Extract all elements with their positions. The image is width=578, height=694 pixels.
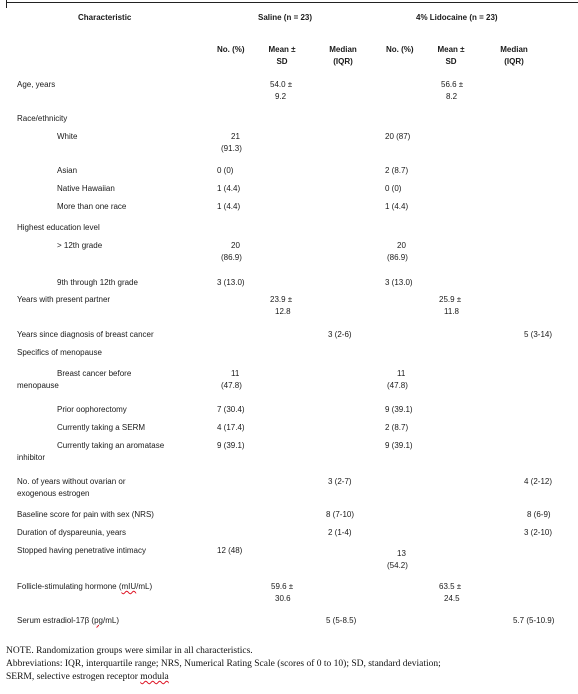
- cell-hawaiian-saline: 1 (4.4): [217, 184, 241, 193]
- row-label-stopped: Stopped having penetrative intimacy: [17, 546, 146, 555]
- row-label-diagnosis: Years since diagnosis of breast cancer: [17, 330, 154, 339]
- abbrev-cont-truncated: modula: [140, 672, 169, 682]
- cell-bcb-saline-no: 11: [231, 369, 240, 378]
- row-label-gt12: > 12th grade: [57, 241, 103, 250]
- cell-partner-saline-sd: 12.8: [275, 307, 291, 316]
- cell-partner-saline-mean: 23.9 ±: [270, 295, 293, 304]
- cell-estradiol-lido: 5.7 (5-10.9): [513, 616, 555, 625]
- row-label-menopause: Specifics of menopause: [17, 348, 102, 357]
- cell-dyspareunia-lido: 3 (2-10): [524, 528, 553, 537]
- cell-bcb-saline-pct: (47.8): [221, 381, 242, 390]
- cell-oophorectomy-saline: 7 (30.4): [217, 405, 245, 414]
- table-top-border: [6, 2, 578, 3]
- row-label-oophorectomy: Prior oophorectomy: [57, 405, 127, 414]
- cell-aromatase-saline: 9 (39.1): [217, 441, 245, 450]
- header-characteristic: Characteristic: [78, 13, 132, 22]
- fsh-label-pre: Follicle-stimulating hormone (: [17, 582, 122, 591]
- cell-asian-saline: 0 (0): [217, 166, 234, 175]
- row-label-partner: Years with present partner: [17, 295, 111, 304]
- cell-partner-lido-sd: 11.8: [444, 307, 459, 316]
- table-note: NOTE. Randomization groups were similar in all characteristics.: [6, 646, 253, 656]
- fsh-label-unit: mIU: [121, 582, 137, 591]
- row-label-serm: Currently taking a SERM: [57, 423, 146, 432]
- row-label-9-12: 9th through 12th grade: [57, 278, 138, 287]
- header-no-pct: No. (%): [217, 45, 245, 54]
- cell-stopped-lido-pct: (54.2): [387, 561, 408, 570]
- cell-fsh-lido-sd: 24.5: [444, 594, 460, 603]
- cell-gt12-saline-no: 20: [231, 241, 240, 250]
- cell-9-12-lido: 3 (13.0): [385, 278, 413, 287]
- cell-age-lido-mean: 56.6 ±: [441, 80, 464, 89]
- row-label-multirace: More than one race: [57, 202, 127, 211]
- cell-white-saline-no: 21: [231, 132, 240, 141]
- row-label-white: White: [57, 132, 78, 141]
- cell-white-lido: 20 (87): [385, 132, 411, 141]
- row-label-asian: Asian: [57, 166, 78, 175]
- cell-asian-lido: 2 (8.7): [385, 166, 409, 175]
- header-sd: SD: [276, 57, 288, 66]
- estradiol-label-pre: Serum estradiol-17β (: [17, 616, 95, 625]
- cell-gt12-lido-pct: (86.9): [387, 253, 408, 262]
- row-label-race: Race/ethnicity: [17, 114, 68, 123]
- header-median: Median: [329, 45, 357, 54]
- cell-age-saline-mean: 54.0 ±: [270, 80, 293, 89]
- estradiol-label-post: /mL): [102, 616, 119, 625]
- cell-oophorectomy-lido: 9 (39.1): [385, 405, 413, 414]
- cell-aromatase-lido: 9 (39.1): [385, 441, 413, 450]
- fsh-label-post: /mL): [136, 582, 153, 591]
- cell-stopped-saline: 12 (48): [217, 546, 243, 555]
- table-abbreviations-cont: [6, 671, 169, 684]
- header-lidocaine: 4% Lidocaine (n = 23): [416, 13, 498, 22]
- row-label-age: Age, years: [17, 80, 56, 89]
- cell-estradiol-saline: 5 (5-8.5): [326, 616, 357, 625]
- cell-noestrogen-saline: 3 (2-7): [328, 477, 352, 486]
- cell-diagnosis-saline: 3 (2-6): [328, 330, 352, 339]
- row-label-hawaiian: Native Hawaiian: [57, 184, 115, 193]
- header-saline: Saline (n = 23): [258, 13, 313, 22]
- row-label-aromatase-b: inhibitor: [17, 453, 46, 462]
- cell-serm-lido: 2 (8.7): [385, 423, 409, 432]
- row-label-noestrogen-a: No. of years without ovarian or: [17, 477, 126, 486]
- header-mean-lido: Mean ±: [437, 45, 465, 54]
- row-label-bcb-b: menopause: [17, 381, 59, 390]
- cell-partner-lido-mean: 25.9 ±: [439, 295, 462, 304]
- cell-hawaiian-lido: 0 (0): [385, 184, 402, 193]
- cell-nrs-lido: 8 (6-9): [527, 510, 551, 519]
- header-iqr: (IQR): [333, 57, 353, 66]
- table-abbreviations: Abbreviations: IQR, interquartile range; NRS, Numerical Rating Scale (scores of 0 to 10); SD, standard deviation;: [6, 659, 441, 669]
- header-mean: Mean ±: [268, 45, 296, 54]
- cell-dyspareunia-saline: 2 (1-4): [328, 528, 352, 537]
- row-label-estradiol: [17, 615, 119, 627]
- cell-gt12-lido-no: 20: [397, 241, 406, 250]
- table-left-border: [6, 0, 7, 8]
- cell-bcb-lido-no: 11: [397, 369, 406, 378]
- cell-multirace-lido: 1 (4.4): [385, 202, 409, 211]
- row-label-education: Highest education level: [17, 223, 100, 232]
- cell-fsh-lido-mean: 63.5 ±: [439, 582, 462, 591]
- cell-noestrogen-lido: 4 (2-12): [524, 477, 553, 486]
- cell-serm-saline: 4 (17.4): [217, 423, 245, 432]
- row-label-aromatase-a: Currently taking an aromatase: [57, 441, 165, 450]
- header-median-lido: Median: [500, 45, 528, 54]
- cell-age-lido-sd: 8.2: [446, 92, 458, 101]
- cell-fsh-saline-mean: 59.6 ±: [271, 582, 294, 591]
- cell-white-saline-pct: (91.3): [221, 144, 242, 153]
- abbrev-cont-text: SERM, selective estrogen receptor: [6, 672, 141, 682]
- cell-stopped-lido-no: 13: [397, 549, 406, 558]
- estradiol-label-unit: pg: [94, 616, 103, 625]
- cell-gt12-saline-pct: (86.9): [221, 253, 242, 262]
- cell-fsh-saline-sd: 30.6: [275, 594, 291, 603]
- cell-diagnosis-lido: 5 (3-14): [524, 330, 553, 339]
- cell-bcb-lido-pct: (47.8): [387, 381, 408, 390]
- cell-9-12-saline: 3 (13.0): [217, 278, 245, 287]
- cell-nrs-saline: 8 (7-10): [326, 510, 355, 519]
- row-label-nrs: Baseline score for pain with sex (NRS): [17, 510, 154, 519]
- row-label-fsh: [17, 581, 152, 593]
- cell-age-saline-sd: 9.2: [275, 92, 287, 101]
- header-no-pct-lido: No. (%): [386, 45, 414, 54]
- cell-multirace-saline: 1 (4.4): [217, 202, 241, 211]
- header-sd-lido: SD: [445, 57, 457, 66]
- header-iqr-lido: (IQR): [504, 57, 524, 66]
- row-label-dyspareunia: Duration of dyspareunia, years: [17, 528, 126, 537]
- row-label-noestrogen-b: exogenous estrogen: [17, 489, 90, 498]
- row-label-bcb-a: Breast cancer before: [57, 369, 132, 378]
